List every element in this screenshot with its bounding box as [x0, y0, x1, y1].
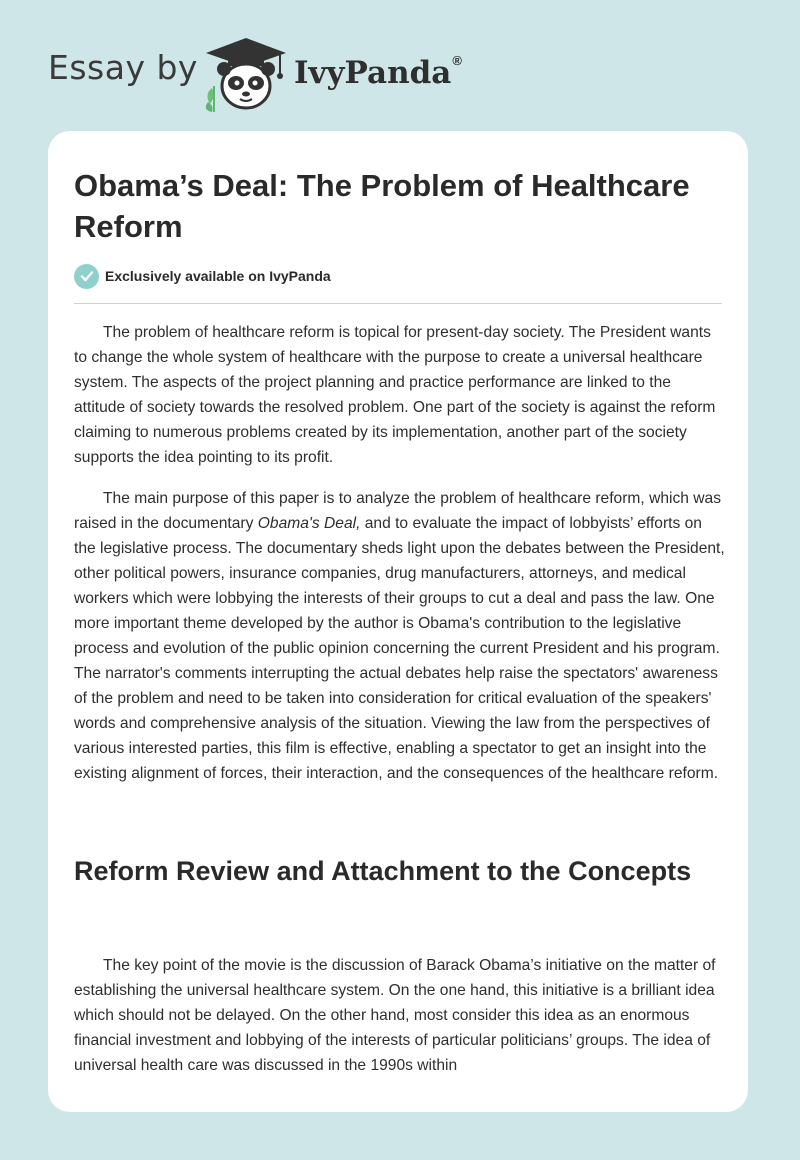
- paragraph-1: The problem of healthcare reform is topical for present-day society. The President wants to change the whole system of healthcare with the purpose to create a universal healthcare system. The aspects of the project planning and practice performance are linked to the attitude of society towards the resolved problem. One part of the society is against the reform claiming to numerous problems created by its implementation, another part of the society supports the idea pointing to its profit.: [74, 324, 716, 466]
- essay-by-label: Essay by: [48, 48, 198, 87]
- documentary-title: Obama's Deal,: [257, 515, 361, 532]
- paragraph-2: The main purpose of this paper is to analyze the problem of healthcare reform, which was raised in the documentary Obama's Deal, and to evaluate the impact of lobbyists’ efforts on the legislative process. The documentary sheds light upon the debates between the President, other political powers, insurance companies, drug manufacturers, attorneys, and medical workers which were lobbying the interests of their groups to cut a deal and pass the law. One more important theme developed by the author is Obama's contribution to the legislative process and evolution of the public opinion concerning the current President and his program. The narrator's comments interrupting the actual debates help raise the spectators' awareness of the problem and need to be taken into consideration for critical evaluation of the speakers' words and comprehensive analysis of the situation. Viewing the law from the perspectives of various interested parties, this film is effective, enabling a spectator to get an insight into the existing alignment of forces, their interaction, and the consequences of the healthcare reform.: [74, 490, 725, 782]
- section-heading: Reform Review and Attachment to the Concepts: [74, 856, 692, 886]
- divider: [74, 303, 722, 304]
- panda-graduate-icon[interactable]: [200, 36, 292, 112]
- paragraph-3: The key point of the movie is the discussion of Barack Obama’s initiative on the matter of establishing the universal healthcare system. On the one hand, this initiative is a brilliant idea which should not be delayed. On the other hand, most consider this idea as an enormous financial investment and lobbying of the interests of particular politicians’ groups. The idea of universal health care was discussed in the 1990s within: [74, 957, 716, 1074]
- check-circle-icon: [74, 264, 99, 289]
- page-title: Obama’s Deal: The Problem of Healthcare Reform: [74, 168, 690, 244]
- trademark: ®: [452, 53, 462, 68]
- exclusive-label: Exclusively available on IvyPanda: [105, 268, 331, 284]
- site-header: [48, 36, 508, 116]
- exclusive-badge: [74, 263, 331, 289]
- brand-name[interactable]: IvyPanda®: [294, 53, 462, 91]
- article-card: [48, 131, 748, 1112]
